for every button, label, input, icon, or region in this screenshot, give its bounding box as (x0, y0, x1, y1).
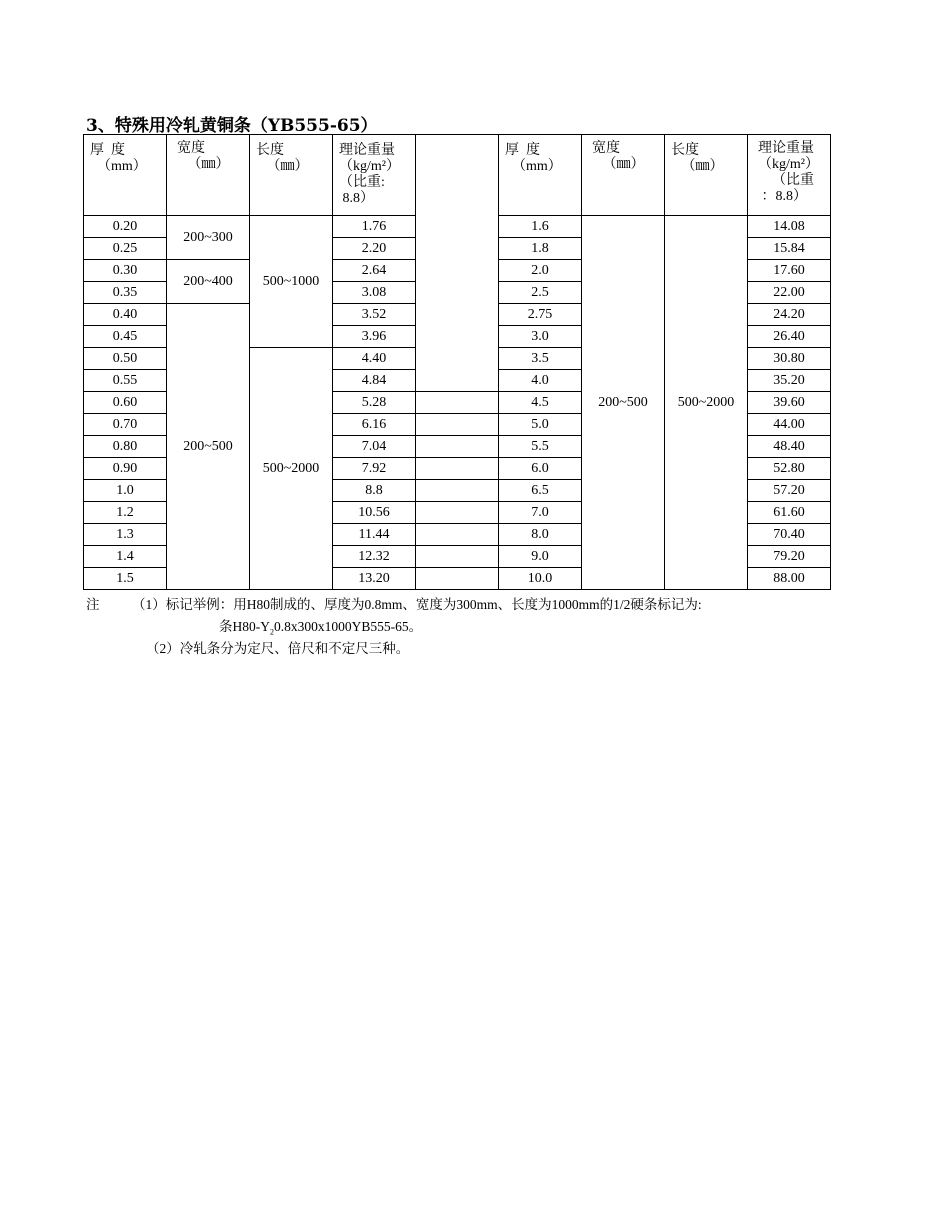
thickness-cell: 0.20 (84, 216, 167, 238)
weight-cell: 2.20 (333, 238, 416, 260)
thickness-cell: 0.50 (84, 348, 167, 370)
header-width: 宽度 （㎜） (167, 135, 250, 216)
thickness-cell-right: 1.6 (499, 216, 582, 238)
thickness-cell: 1.2 (84, 502, 167, 524)
thickness-cell-right: 5.5 (499, 436, 582, 458)
blank-cell (416, 480, 499, 502)
weight-cell-right: 30.80 (748, 348, 831, 370)
blank-cell (416, 524, 499, 546)
weight-cell-right: 48.40 (748, 436, 831, 458)
thickness-cell-right: 3.5 (499, 348, 582, 370)
thickness-cell-right: 2.0 (499, 260, 582, 282)
note-2: （2）冷轧条分为定尺、倍尺和不定尺三种。 (146, 641, 410, 656)
width-cell: 200~300 (167, 216, 250, 260)
header-width-right: 宽度 （㎜） (582, 135, 665, 216)
weight-cell: 7.92 (333, 458, 416, 480)
weight-cell: 10.56 (333, 502, 416, 524)
blank-cell (416, 414, 499, 436)
thickness-cell: 0.35 (84, 282, 167, 304)
spec-table (83, 134, 831, 590)
weight-cell-right: 57.20 (748, 480, 831, 502)
weight-cell-right: 70.40 (748, 524, 831, 546)
note-1-continuation: 条$H80-Y_20.8x300x1000YB555-65$。 (219, 619, 423, 637)
thickness-cell-right: 5.0 (499, 414, 582, 436)
thickness-cell-right: 9.0 (499, 546, 582, 568)
weight-cell: 6.16 (333, 414, 416, 436)
thickness-cell: 0.25 (84, 238, 167, 260)
weight-cell-right: 44.00 (748, 414, 831, 436)
thickness-cell: 0.60 (84, 392, 167, 414)
thickness-cell: 0.55 (84, 370, 167, 392)
weight-cell: 12.32 (333, 546, 416, 568)
weight-cell: 3.08 (333, 282, 416, 304)
weight-cell-right: 88.00 (748, 568, 831, 590)
note-1: （1）标记举例：用H80制成的、厚度为0.8mm、宽度为300mm、长度为1000mm的1/2硬条标记为: (132, 597, 702, 612)
length-cell-right: 500~2000 (665, 216, 748, 590)
thickness-cell-right: 4.0 (499, 370, 582, 392)
thickness-cell-right: 1.8 (499, 238, 582, 260)
weight-cell: 13.20 (333, 568, 416, 590)
weight-cell: 1.76 (333, 216, 416, 238)
blank-cell (416, 392, 499, 414)
weight-cell: 8.8 (333, 480, 416, 502)
weight-cell-right: 61.60 (748, 502, 831, 524)
weight-cell-right: 15.84 (748, 238, 831, 260)
thickness-cell: 0.30 (84, 260, 167, 282)
notes-prefix: 注 (86, 597, 100, 612)
blank-cell (416, 436, 499, 458)
thickness-cell: 0.70 (84, 414, 167, 436)
blank-cell (416, 546, 499, 568)
header-length-right: 长度 （㎜） (665, 135, 748, 216)
blank-cell (416, 568, 499, 590)
thickness-cell: 1.3 (84, 524, 167, 546)
weight-cell-right: 39.60 (748, 392, 831, 414)
weight-cell: 7.04 (333, 436, 416, 458)
weight-cell-right: 52.80 (748, 458, 831, 480)
header-weight: 理论重量 （kg/m²） （比重: 8.8） (333, 135, 416, 216)
thickness-cell: 1.0 (84, 480, 167, 502)
thickness-cell: 0.45 (84, 326, 167, 348)
thickness-cell: 0.80 (84, 436, 167, 458)
weight-cell: 4.84 (333, 370, 416, 392)
thickness-cell-right: 6.5 (499, 480, 582, 502)
weight-cell: 4.40 (333, 348, 416, 370)
header-weight-right: 理论重量 （kg/m²） （比重 ：8.8） (748, 135, 831, 216)
thickness-cell-right: 2.5 (499, 282, 582, 304)
blank-cell (416, 502, 499, 524)
weight-cell: 3.52 (333, 304, 416, 326)
thickness-cell-right: 2.75 (499, 304, 582, 326)
weight-cell-right: 79.20 (748, 546, 831, 568)
thickness-cell-right: 10.0 (499, 568, 582, 590)
thickness-cell: 0.90 (84, 458, 167, 480)
weight-cell-right: 22.00 (748, 282, 831, 304)
width-cell: 200~400 (167, 260, 250, 304)
width-cell: 200~500 (167, 304, 250, 590)
weight-cell-right: 24.20 (748, 304, 831, 326)
thickness-cell: 1.5 (84, 568, 167, 590)
weight-cell: 11.44 (333, 524, 416, 546)
header-length: 长度 （㎜） (250, 135, 333, 216)
weight-cell-right: 17.60 (748, 260, 831, 282)
weight-cell: 2.64 (333, 260, 416, 282)
thickness-cell-right: 8.0 (499, 524, 582, 546)
header-row (84, 135, 831, 216)
thickness-cell-right: 7.0 (499, 502, 582, 524)
thickness-cell: 0.40 (84, 304, 167, 326)
header-thickness-right: 厚 度 （mm） (499, 135, 582, 216)
header-thickness: 厚 度 （mm） (84, 135, 167, 216)
thickness-cell: 1.4 (84, 546, 167, 568)
length-cell: 500~2000 (250, 348, 333, 590)
blank-cell (416, 458, 499, 480)
weight-cell: 5.28 (333, 392, 416, 414)
length-cell: 500~1000 (250, 216, 333, 348)
width-cell-right: 200~500 (582, 216, 665, 590)
weight-cell-right: 26.40 (748, 326, 831, 348)
spacer-cell (416, 135, 499, 392)
weight-cell-right: 14.08 (748, 216, 831, 238)
thickness-cell-right: 4.5 (499, 392, 582, 414)
thickness-cell-right: 3.0 (499, 326, 582, 348)
weight-cell: 3.96 (333, 326, 416, 348)
weight-cell-right: 35.20 (748, 370, 831, 392)
thickness-cell-right: 6.0 (499, 458, 582, 480)
page-title: 3、特殊用冷轧黄铜条（YB555-65） (86, 116, 378, 136)
